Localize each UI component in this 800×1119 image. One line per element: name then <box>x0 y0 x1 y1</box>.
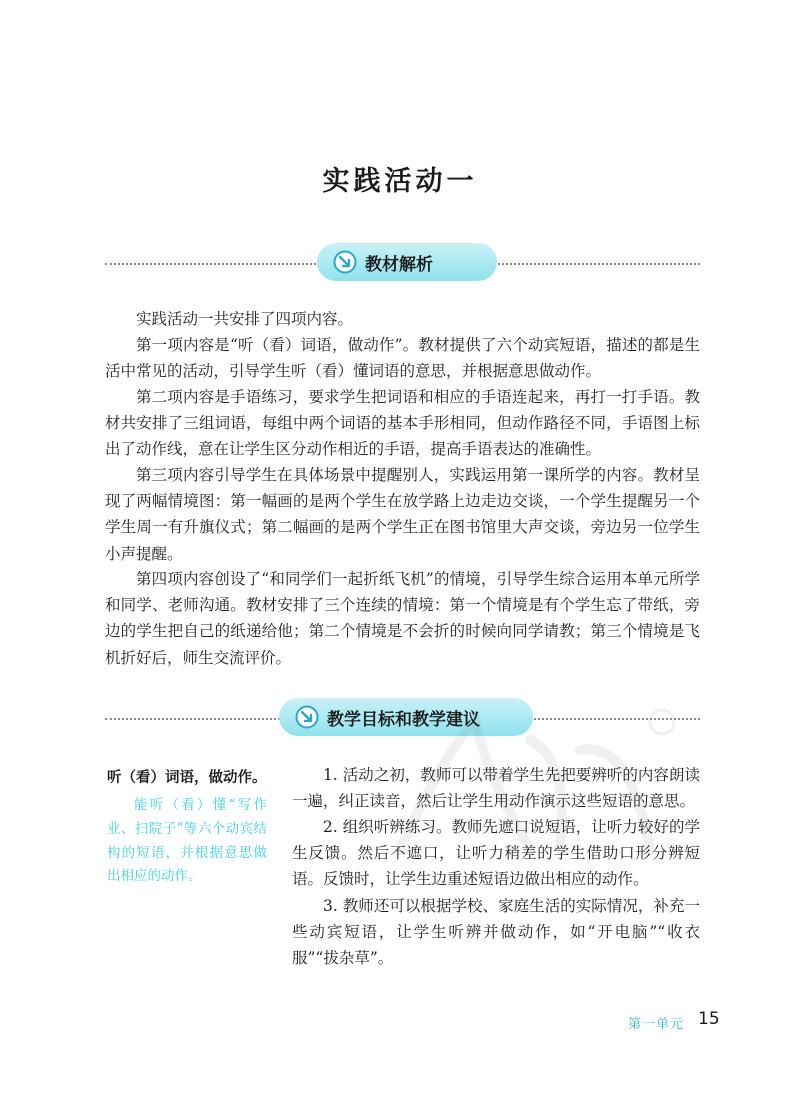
section-header-analysis <box>105 243 700 283</box>
arrow-circle-icon <box>295 705 319 729</box>
suggestion-item: 3. 教师还可以根据学校、家庭生活的实际情况，补充一些动宾短语，让学生听辨并做动作，如“开电脑”“收衣服”“拔杂草”。 <box>292 897 700 968</box>
sidebar-heading: 听（看）词语，做动作。 <box>107 769 267 786</box>
paragraph: 第二项内容是手语练习，要求学生把词语和相应的手语连起来，再打一打手语。教材共安排了三组词语，每组中两个词语的基本手形相同，但动作路径不同，手语图上标出了动作线，意在让学生区分动作相近的手语，提高手语表达的准确性。 <box>105 388 700 459</box>
arrow-circle-icon <box>333 250 357 274</box>
page-number: 15 <box>698 1009 720 1029</box>
paragraph: 第一项内容是“听（看）词语，做动作”。教材提供了六个动宾短语，描述的都是生活中常见的活动，引导学生听（看）懂词语的意思，并根据意思做动作。 <box>105 336 700 381</box>
paragraph: 第四项内容创设了“和同学们一起折纸飞机”的情境，引导学生综合运用本单元所学和同学、老师沟通。教材安排了三个连续的情境：第一个情境是有个学生忘了带纸，旁边的学生把自己的纸递给他；第二个情境是不会折的时候向同学请教；第三个情境是飞机折好后，师生交流评价。 <box>105 570 700 667</box>
paragraph: 实践活动一共安排了四项内容。 <box>136 310 354 328</box>
suggestion-item: 1. 活动之初，教师可以带着学生先把要辨听的内容朗读一遍，纠正读音，然后让学生用动作演示这些短语的意思。 <box>292 766 700 811</box>
section-pill <box>317 243 497 281</box>
page-title: 实践活动一 <box>322 166 478 198</box>
suggestion-item: 2. 组织听辨练习。教师先遮口说短语，让听力较好的学生反馈。然后不遮口，让听力稍差的学生借助口形分辨短语。反馈时，让学生边重述短语边做出相应的动作。 <box>292 818 700 889</box>
section-label: 教材解析 <box>365 254 433 275</box>
paragraph: 第三项内容引导学生在具体场景中提醒别人，实践运用第一课所学的内容。教材呈现了两幅情境图：第一幅画的是两个学生在放学路上边走边交谈，一个学生提醒另一个学生周一有升旗仪式；第二幅画的是两个学生正在图书馆里大声交谈，旁边另一位学生小声提醒。 <box>105 466 700 563</box>
footer-unit-label: 第一单元 <box>628 1017 685 1032</box>
sidebar-note: 能听（看）懂“写作业、扫院子”等六个动宾结构的短语，并根据意思做出相应的动作。 <box>107 797 267 885</box>
section-label: 教学目标和教学建议 <box>327 709 480 730</box>
